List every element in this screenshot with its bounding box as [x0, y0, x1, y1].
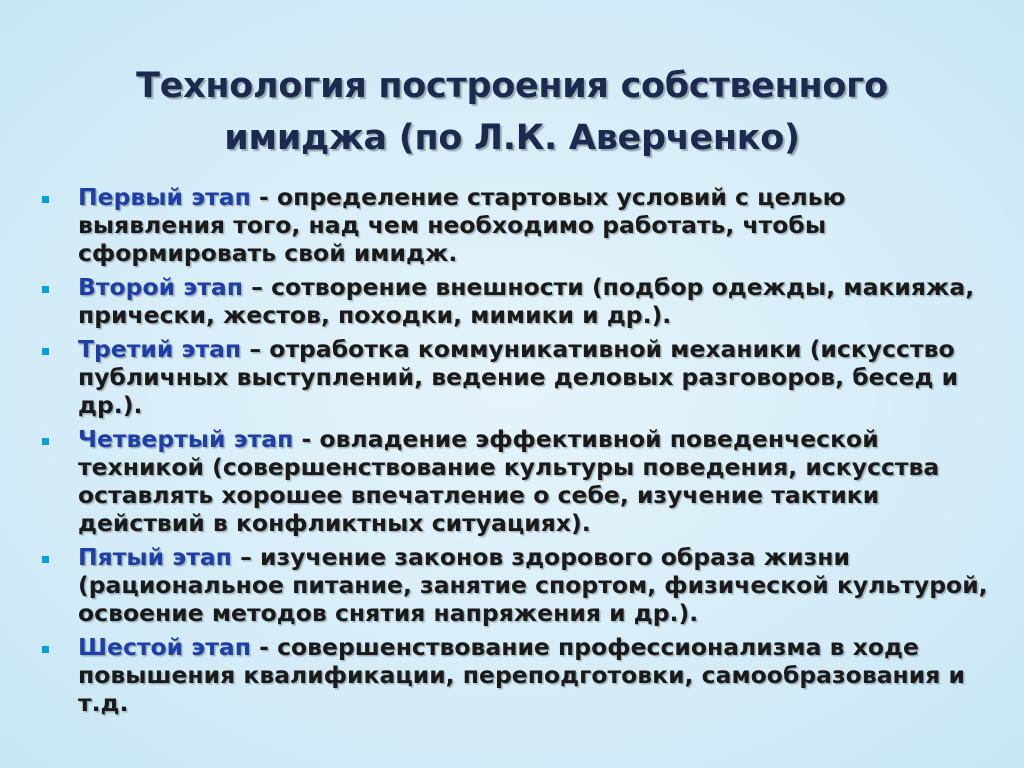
stage-separator: - [250, 183, 277, 211]
stage-label: Пятый этап [78, 543, 232, 571]
stage-description: овладение эффективной поведенческой техникой (совершенствование культуры поведения, искусства оставлять хорошее впечатление о себе, изучение тактики действий в конфликтных ситуациях). [78, 425, 940, 537]
square-bullet-icon [42, 348, 49, 355]
list-item [40, 335, 990, 419]
list-item [40, 543, 990, 627]
square-bullet-icon [42, 556, 49, 563]
stage-description: определение стартовых условий с целью выявления того, над чем необходимо работать, чтобы сформировать свой имидж. [78, 183, 846, 267]
stage-label: Шестой этап [78, 633, 251, 661]
title-line-1: Технология построения собственного [136, 66, 888, 106]
stage-separator: – [242, 273, 272, 301]
list-item [40, 633, 990, 717]
stage-separator: – [241, 335, 270, 363]
stage-separator: - [250, 633, 278, 661]
stage-description: отработка коммуникативной механики (искусство публичных выступлений, ведение деловых разговоров, бесед и др.). [78, 335, 959, 419]
square-bullet-icon [42, 196, 49, 203]
slide-title [60, 60, 964, 164]
list-item [40, 273, 990, 329]
square-bullet-icon [42, 646, 49, 653]
stage-list [40, 183, 990, 723]
stage-label: Первый этап [78, 183, 251, 211]
stage-separator: – [231, 543, 261, 571]
list-item [40, 183, 990, 267]
stage-description: изучение законов здорового образа жизни (рациональное питание, занятие спортом, физической культурой, освоение методов снятия напряжения и др.). [78, 543, 988, 627]
stage-separator: - [293, 425, 320, 453]
square-bullet-icon [42, 286, 49, 293]
stage-description: сотворение внешности (подбор одежды, макияжа, прически, жестов, походки, мимики и др.). [78, 273, 975, 329]
stage-label: Четвертый этап [78, 425, 294, 453]
square-bullet-icon [42, 438, 49, 445]
stage-description: совершенствование профессионализма в ходе повышения квалификации, переподготовки, самообразования и т.д. [78, 633, 965, 717]
list-item [40, 425, 990, 537]
stage-label: Второй этап [78, 273, 243, 301]
stage-label: Третий этап [78, 335, 242, 363]
title-line-2: имиджа (по Л.К. Аверченко) [224, 118, 800, 158]
